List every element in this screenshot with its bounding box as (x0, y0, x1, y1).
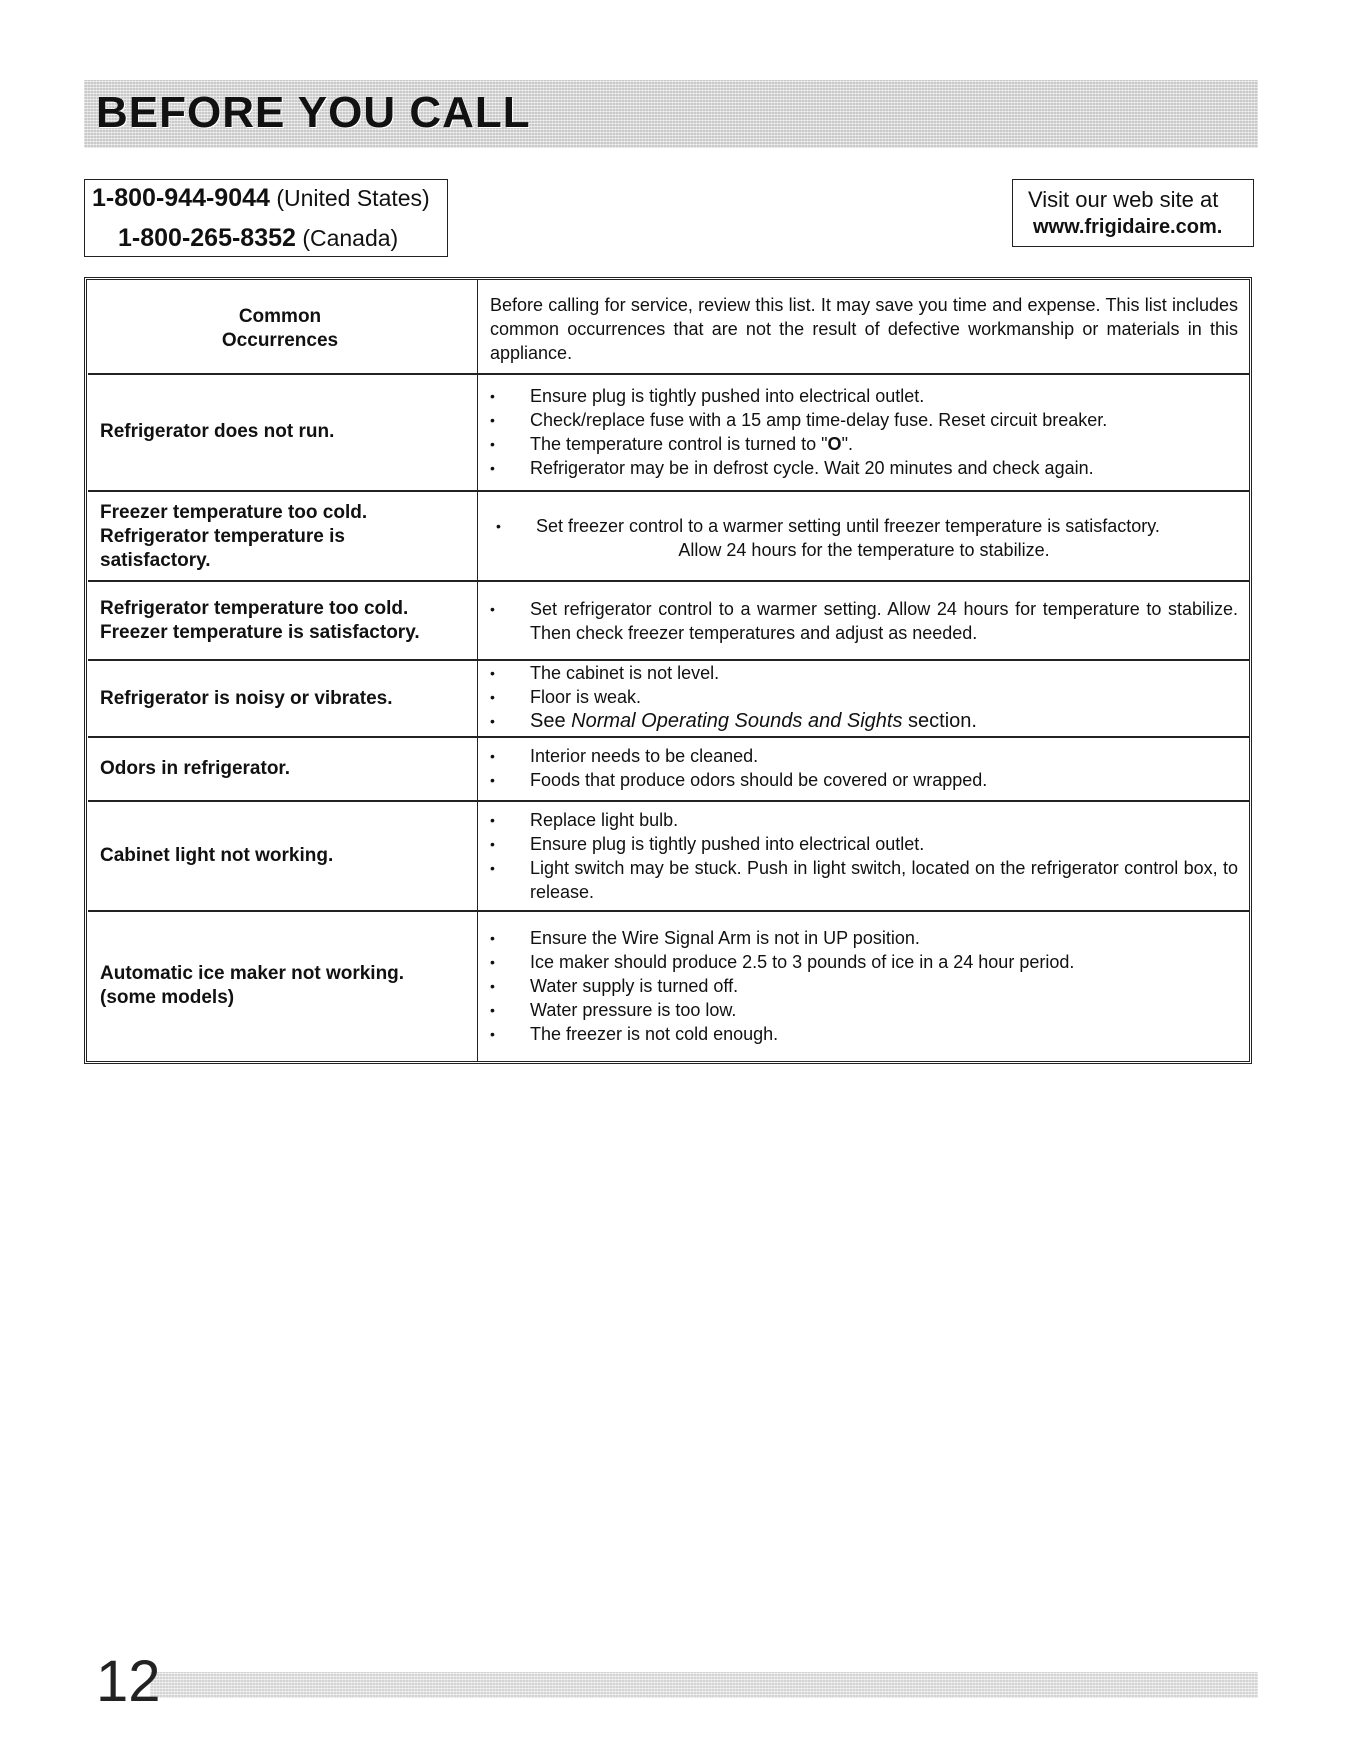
bullet-icon: • (490, 665, 495, 681)
list-item: • Ensure plug is tightly pushed into electrical outlet. (490, 834, 925, 854)
bullet-icon: • (490, 954, 495, 970)
list-item: • Ensure the Wire Signal Arm is not in UP position. (490, 928, 920, 948)
list-item: • Water pressure is too low. (490, 1000, 737, 1020)
us-phone-number: 1-800-944-9044 (92, 184, 270, 212)
footer-band (150, 1672, 1258, 1698)
table-header-right: Before calling for service, review this list. It may save you time and expense. This list includes common occurrences that are not the result of defective workmanship or materials in this appliance. (490, 295, 1238, 363)
bullet-icon: • (490, 601, 495, 617)
row-divider (88, 736, 1249, 738)
bullet-icon: • (490, 812, 495, 828)
list-item: • See Normal Operating Sounds and Sights section. (490, 710, 977, 732)
list-item: • The temperature control is turned to "O". (490, 434, 853, 454)
website-box (1012, 179, 1254, 247)
list-item: • The freezer is not cold enough. (490, 1024, 779, 1044)
bullet-icon: • (490, 1026, 495, 1042)
row-divider (88, 373, 1249, 375)
bullet-icon: • (490, 978, 495, 994)
website-intro: Visit our web site at (1028, 187, 1219, 212)
solution-cell (490, 808, 1238, 904)
problem-cell: Automatic ice maker not working. (some models) (100, 963, 405, 1008)
list-item: • Ensure plug is tightly pushed into electrical outlet. (490, 386, 925, 406)
page-title: BEFORE YOU CALL (96, 88, 531, 137)
bullet-icon: • (490, 713, 495, 729)
bullet-icon: • (490, 1002, 495, 1018)
problem-cell: Freezer temperature too cold. Refrigerator temperature is satisfactory. (100, 502, 368, 571)
solution-cell (490, 597, 1238, 645)
bullet-icon: • (490, 860, 495, 876)
list-item: • The cabinet is not level. (490, 663, 720, 683)
list-item: • Foods that produce odors should be covered or wrapped. (490, 770, 988, 790)
table-header-left (100, 305, 460, 353)
problem-cell: Cabinet light not working. (100, 845, 334, 866)
column-divider (477, 280, 478, 1061)
ca-phone-label: (Canada) (302, 225, 399, 251)
list-item: • Check/replace fuse with a 15 amp time-delay fuse. Reset circuit breaker. (490, 410, 1108, 430)
header-left-line2: Occurrences (221, 330, 339, 351)
list-item: • Ice maker should produce 2.5 to 3 pounds of ice in a 24 hour period. (490, 952, 1075, 972)
solution-cell (490, 744, 1238, 792)
bullet-icon: • (490, 772, 495, 788)
bullet-icon: • (496, 518, 501, 534)
solution-cell (490, 384, 1238, 480)
problem-cell: Refrigerator is noisy or vibrates. (100, 688, 393, 709)
bullet-icon: • (490, 930, 495, 946)
section-reference: Normal Operating Sounds and Sights (571, 710, 903, 732)
solution-cell (490, 661, 1238, 733)
list-item: • Light switch may be stuck. Push in light switch, located on the refrigerator control box, to release. (490, 858, 1238, 902)
solution-cell (490, 926, 1238, 1046)
list-item: • Set freezer control to a warmer setting until freezer temperature is satisfactory. (496, 516, 1160, 536)
list-item: • Interior needs to be cleaned. (490, 746, 759, 766)
row-divider (88, 910, 1249, 912)
problem-cell: Refrigerator does not run. (100, 421, 335, 442)
solution-cell (490, 514, 1238, 562)
row-divider (88, 490, 1249, 492)
bullet-icon: • (490, 748, 495, 764)
list-item: • Refrigerator may be in defrost cycle. Wait 20 minutes and check again. (490, 458, 1094, 478)
list-item: • Replace light bulb. (490, 810, 679, 830)
row-divider (88, 800, 1249, 802)
bullet-icon: • (490, 460, 495, 476)
list-item: • Water supply is turned off. (490, 976, 739, 996)
us-phone-label: (United States) (276, 185, 430, 211)
bullet-icon: • (490, 836, 495, 852)
row-divider (88, 580, 1249, 582)
solution-note: Allow 24 hours for the temperature to stabilize. (678, 540, 1050, 560)
ca-phone-line (118, 224, 398, 252)
ca-phone-number: 1-800-265-8352 (118, 224, 296, 252)
problem-cell: Odors in refrigerator. (100, 758, 291, 779)
bullet-icon: • (490, 388, 495, 404)
bullet-icon: • (490, 689, 495, 705)
bullet-icon: • (490, 436, 495, 452)
us-phone-line (92, 184, 430, 212)
page-number: 12 (96, 1649, 161, 1714)
control-setting-value: O (827, 434, 842, 454)
header-left-line1: Common (238, 306, 322, 327)
list-item: • Floor is weak. (490, 687, 642, 707)
website-link[interactable]: www.frigidaire.com. (1033, 216, 1223, 238)
list-item: • Set refrigerator control to a warmer setting. Allow 24 hours for temperature to stabilize. Then check freezer temperatures and adjust as needed. (490, 599, 1238, 643)
bullet-icon: • (490, 412, 495, 428)
problem-cell: Refrigerator temperature too cold. Freezer temperature is satisfactory. (100, 598, 420, 643)
